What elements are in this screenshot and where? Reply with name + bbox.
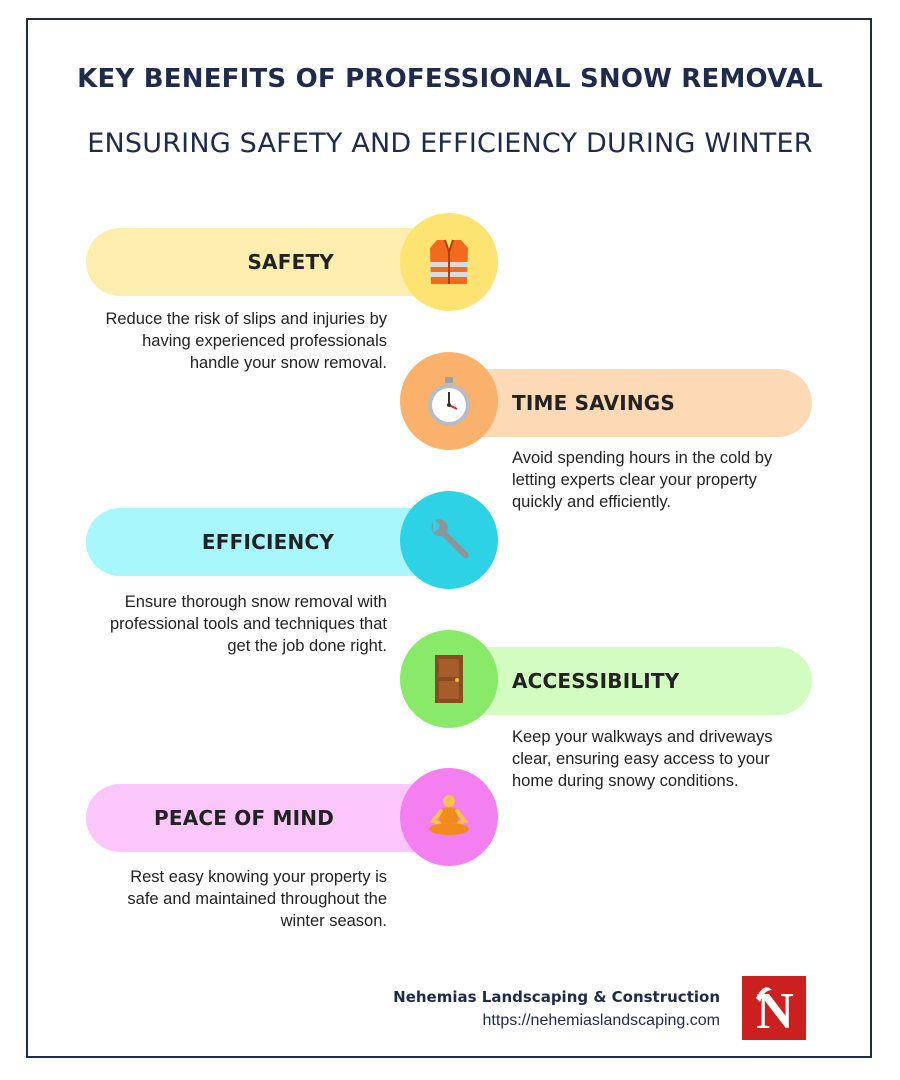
footer-company-name: Nehemias Landscaping & Construction bbox=[393, 988, 720, 1006]
benefit-time-savings-description: Avoid spending hours in the cold by letting experts clear your property quickly and efficiently. bbox=[512, 449, 773, 511]
benefit-efficiency-label: EFFICIENCY bbox=[201, 530, 334, 554]
benefit-accessibility-label: ACCESSIBILITY bbox=[512, 669, 680, 693]
benefit-peace-of-mind-banner bbox=[86, 784, 446, 852]
benefit-peace-of-mind-label: PEACE OF MIND bbox=[153, 806, 334, 830]
wrench-icon bbox=[400, 491, 498, 589]
meditation-icon bbox=[400, 768, 498, 866]
benefit-safety-label: SAFETY bbox=[247, 250, 334, 274]
benefit-accessibility-banner bbox=[450, 647, 812, 715]
benefit-peace-of-mind-description: Rest easy knowing your property is safe and maintained throughout the winter season. bbox=[127, 868, 387, 930]
footer-website-link[interactable]: https://nehemiaslandscaping.com bbox=[482, 1012, 720, 1029]
benefit-efficiency-banner bbox=[86, 508, 446, 576]
benefit-efficiency-description: Ensure thorough snow removal with professional tools and techniques that get the job done right. bbox=[109, 593, 387, 655]
page-subtitle: ENSURING SAFETY AND EFFICIENCY DURING WINTER bbox=[87, 128, 813, 159]
benefit-safety-banner bbox=[86, 228, 446, 296]
company-logo bbox=[742, 976, 806, 1040]
benefit-time-savings-banner bbox=[450, 369, 812, 437]
stopwatch-icon bbox=[400, 352, 498, 450]
page-title: KEY BENEFITS OF PROFESSIONAL SNOW REMOVAL bbox=[77, 64, 823, 94]
door-icon bbox=[400, 630, 498, 728]
benefit-accessibility-description: Keep your walkways and driveways clear, ensuring easy access to your home during snowy conditions. bbox=[512, 728, 773, 790]
safety-vest-icon bbox=[400, 213, 498, 311]
svg-text:N: N bbox=[756, 983, 794, 1040]
benefit-time-savings-label: TIME SAVINGS bbox=[512, 391, 676, 415]
benefit-safety-description: Reduce the risk of slips and injuries by having experienced professionals handle your snow removal. bbox=[105, 310, 387, 372]
